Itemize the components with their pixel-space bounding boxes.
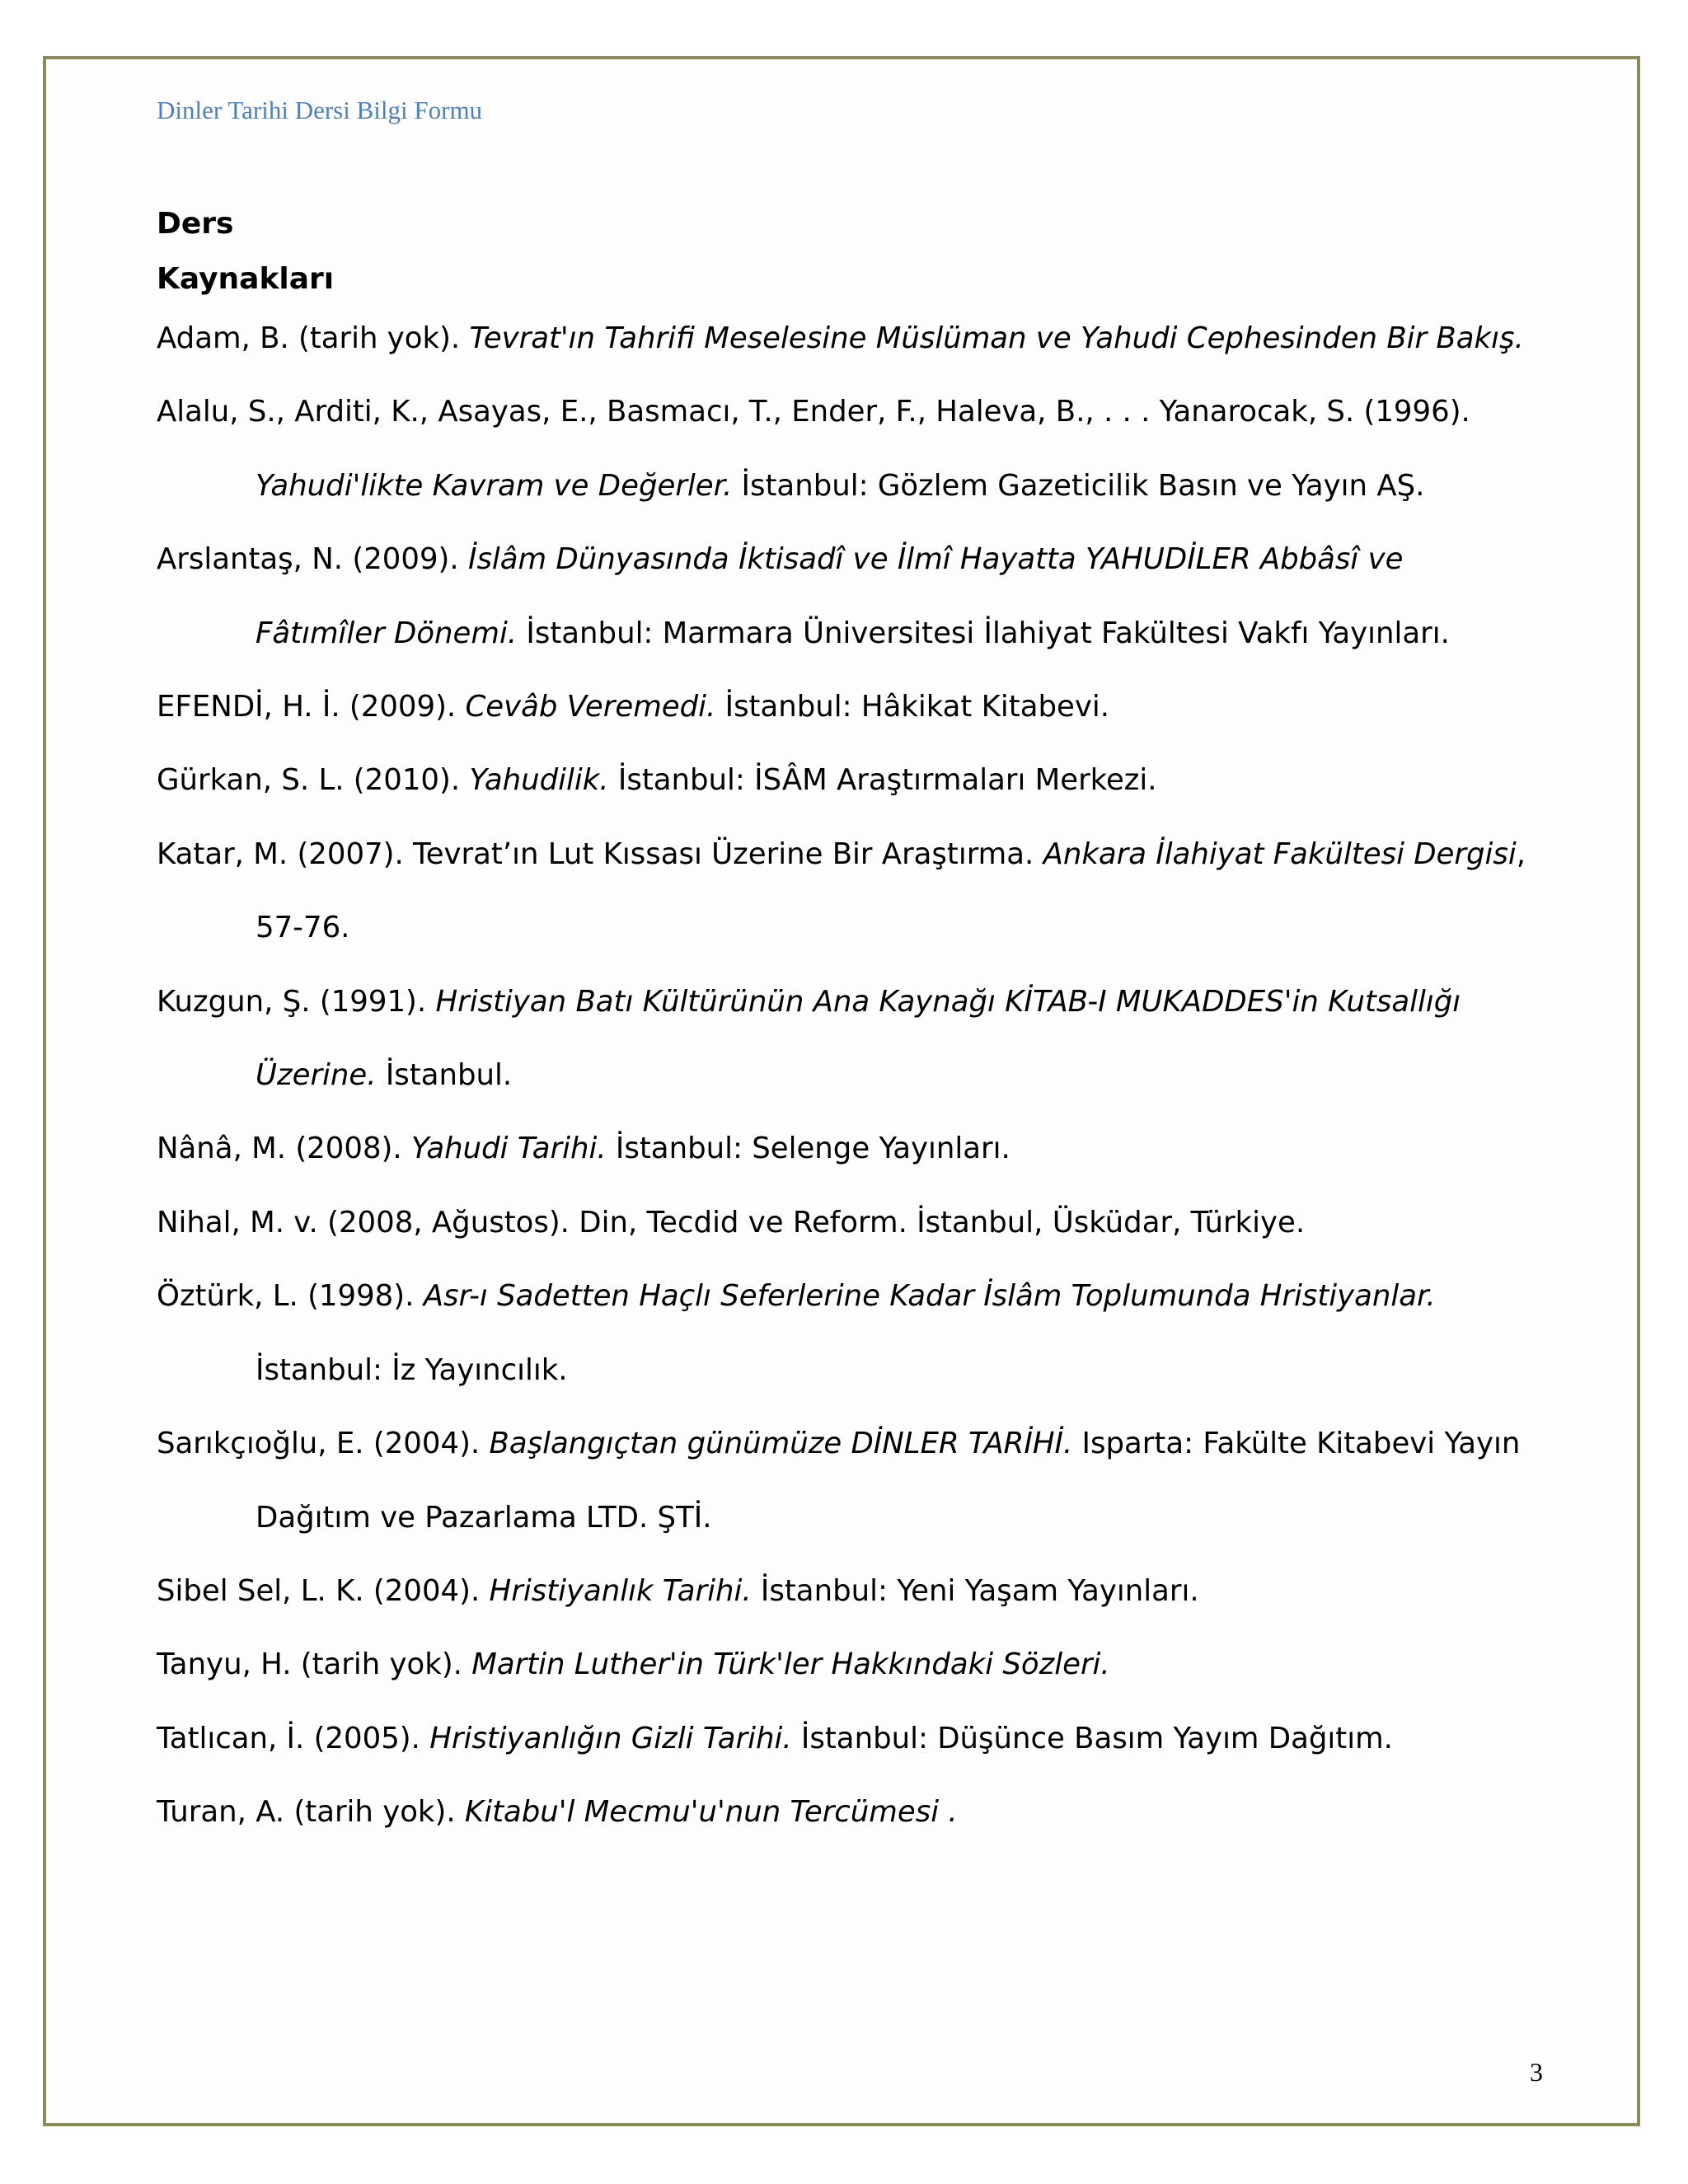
- reference-entry: Katar, M. (2007). Tevrat’ın Lut Kıssası Üzerine Bir Araştırma. Ankara İlahiyat Fakültesi Dergisi, 57-76.: [157, 837, 1526, 945]
- page-number: 3: [1530, 2057, 1543, 2087]
- reference-entry: Kuzgun, Ş. (1991). Hristiyan Batı Kültürünün Ana Kaynağı KİTAB-I MUKADDES'in Kutsallığı Üzerine. İstanbul.: [157, 984, 1461, 1093]
- reference-entry: Tatlıcan, İ. (2005). Hristiyanlığın Gizli Tarihi. İstanbul: Düşünce Basım Yayım Dağıtım.: [157, 1721, 1393, 1755]
- section-heading-line-1: Ders: [157, 207, 234, 241]
- section-heading: [157, 196, 334, 307]
- reference-entry: Nânâ, M. (2008). Yahudi Tarihi. İstanbul: Selenge Yayınları.: [157, 1132, 1010, 1166]
- reference-entry: Sarıkçıoğlu, E. (2004). Başlangıçtan günümüze DİNLER TARİHİ. Isparta: Fakülte Kitabevi Yayın Dağıtım ve Pazarlama LTD. ŞTİ.: [157, 1427, 1521, 1535]
- reference-entry: Adam, B. (tarih yok). Tevrat'ın Tahrifi Meselesine Müslüman ve Yahudi Cephesinden Bir Bakış.: [157, 321, 1524, 355]
- section-heading-line-2: Kaynakları: [157, 262, 335, 296]
- reference-entry: Tanyu, H. (tarih yok). Martin Luther'in Türk'ler Hakkındaki Sözleri.: [157, 1647, 1110, 1682]
- reference-list: [157, 302, 1541, 1849]
- reference-entry: Arslantaş, N. (2009). İslâm Dünyasında İktisadî ve İlmî Hayatta YAHUDİLER Abbâsî ve Fâtımîler Dönemi. İstanbul: Marmara Üniversitesi İlahiyat Fakültesi Vakfı Yayınları.: [157, 542, 1450, 650]
- page-header: Dinler Tarihi Dersi Bilgi Formu: [157, 96, 483, 124]
- reference-entry: Alalu, S., Arditi, K., Asayas, E., Basmacı, T., Ender, F., Haleva, B., . . . Yanarocak, S. (1996). Yahudi'likte Kavram ve Değerler. İstanbul: Gözlem Gazeticilik Basın ve Yayın AŞ.: [157, 395, 1470, 503]
- reference-entry: Gürkan, S. L. (2010). Yahudilik. İstanbul: İSÂM Araştırmaları Merkezi.: [157, 763, 1157, 798]
- reference-entry: Turan, A. (tarih yok). Kitabu'l Mecmu'u'nun Tercümesi .: [157, 1795, 958, 1830]
- reference-entry: Öztürk, L. (1998). Asr-ı Sadetten Haçlı Seferlerine Kadar İslâm Toplumunda Hristiyanlar. İstanbul: İz Yayıncılık.: [157, 1279, 1436, 1387]
- reference-entry: Nihal, M. v. (2008, Ağustos). Din, Tecdid ve Reform. İstanbul, Üsküdar, Türkiye.: [157, 1205, 1306, 1240]
- reference-entry: EFENDİ, H. İ. (2009). Cevâb Veremedi. İstanbul: Hâkikat Kitabevi.: [157, 690, 1109, 724]
- reference-entry: Sibel Sel, L. K. (2004). Hristiyanlık Tarihi. İstanbul: Yeni Yaşam Yayınları.: [157, 1573, 1199, 1608]
